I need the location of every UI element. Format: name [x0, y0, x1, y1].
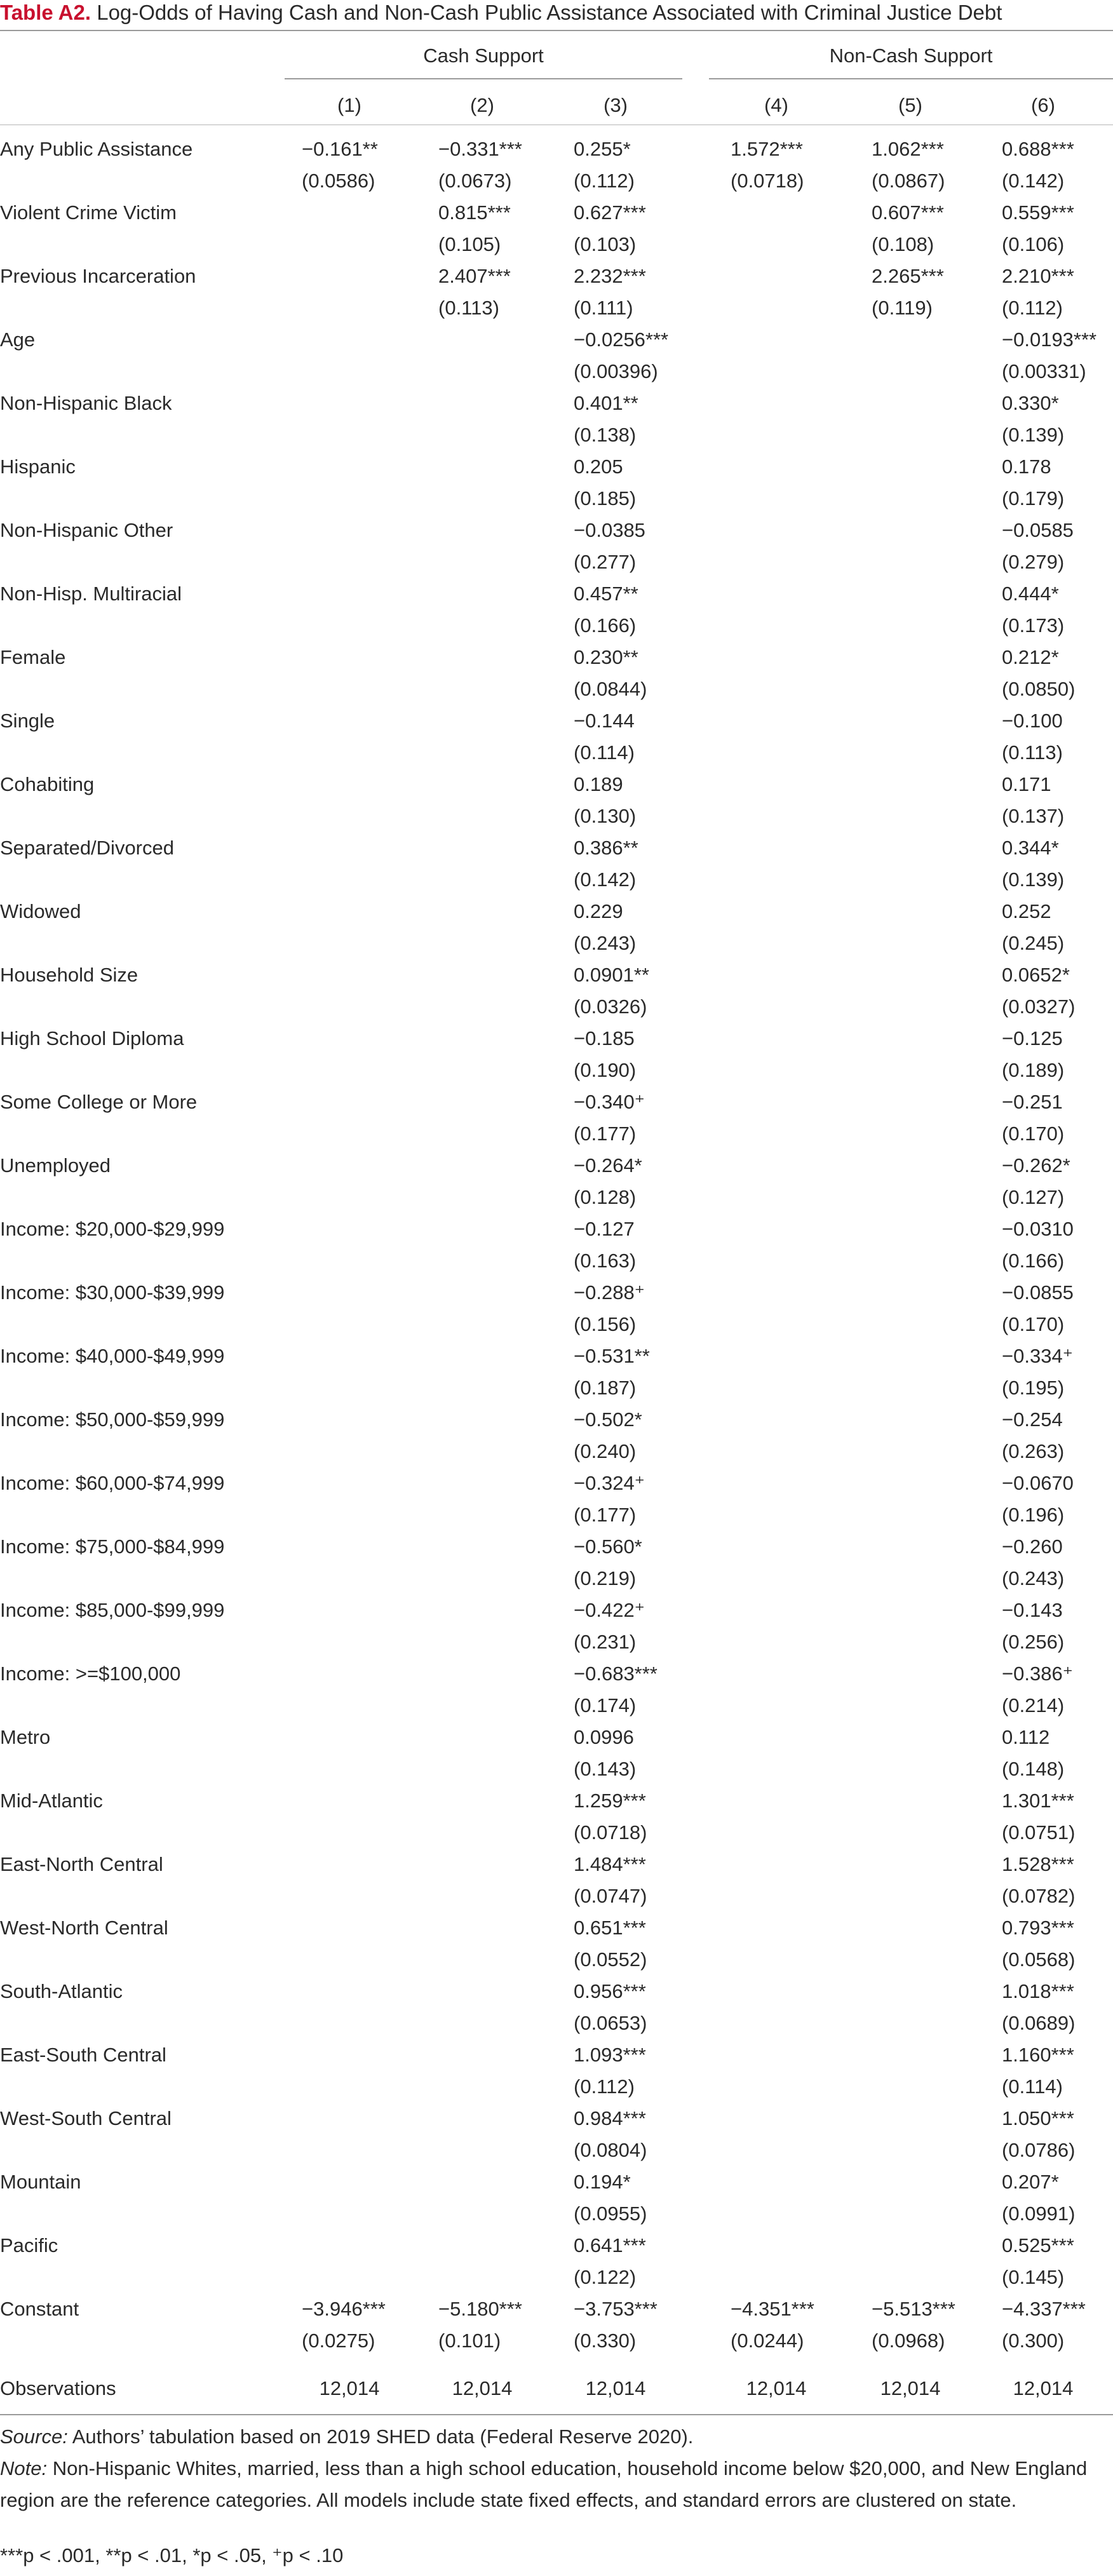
- column-header-6: (6): [1031, 94, 1055, 116]
- coefficient-value: −0.100: [1002, 710, 1063, 732]
- coefficient-value: 0.171: [1002, 773, 1051, 795]
- coefficient-value: 0.559***: [1002, 201, 1074, 224]
- standard-error-value: (0.143): [574, 1758, 637, 1780]
- coefficient-value: −0.161**: [302, 138, 378, 160]
- standard-error-value: (0.00331): [1002, 360, 1086, 382]
- bottom-rule: [0, 2414, 1113, 2415]
- note-text: Non-Hispanic Whites, married, less than a high school education, household income below $20,000, and New England region are the reference categories. All models include state fixed effects, and standard errors are clustered on state.: [0, 2457, 1088, 2511]
- row-label: West-South Central: [0, 2107, 172, 2129]
- row-label: Violent Crime Victim: [0, 201, 177, 224]
- standard-error-value: (0.127): [1002, 1186, 1065, 1208]
- standard-error-value: (0.111): [574, 297, 633, 319]
- standard-error-value: (0.0275): [302, 2330, 375, 2352]
- observations-value: 12,014: [746, 2377, 807, 2399]
- standard-error-value: (0.106): [1002, 233, 1065, 255]
- standard-error-value: (0.0552): [574, 1948, 647, 1971]
- coefficient-value: −0.502*: [574, 1408, 642, 1431]
- source-text: Authors’ tabulation based on 2019 SHED data (Federal Reserve 2020).: [67, 2425, 694, 2448]
- coefficient-value: −0.125: [1002, 1027, 1063, 1049]
- coefficient-value: −0.560*: [574, 1535, 642, 1558]
- table-row: [0, 197, 1113, 260]
- coefficient-value: 0.252: [1002, 900, 1051, 922]
- standard-error-value: (0.177): [574, 1123, 637, 1145]
- table-row: [0, 1467, 1113, 1531]
- table-row: [0, 642, 1113, 705]
- standard-error-value: (0.330): [574, 2330, 637, 2352]
- coefficient-value: 1.160***: [1002, 2044, 1074, 2066]
- coefficient-value: 0.956***: [574, 1980, 646, 2002]
- row-label: Single: [0, 710, 55, 732]
- coefficient-value: 0.688***: [1002, 138, 1074, 160]
- standard-error-value: (0.112): [574, 2075, 635, 2098]
- standard-error-value: (0.138): [574, 424, 637, 446]
- standard-error-value: (0.0751): [1002, 1821, 1076, 1844]
- source-label: Source:: [0, 2425, 68, 2448]
- row-label: Household Size: [0, 964, 138, 986]
- coefficient-value: −0.340⁺: [574, 1091, 645, 1113]
- coefficient-value: 0.641***: [574, 2234, 646, 2256]
- table-row: [0, 2166, 1113, 2230]
- coefficient-value: −0.260: [1002, 1535, 1063, 1558]
- row-label: Income: $40,000-$49,999: [0, 1345, 225, 1367]
- table-row: [0, 2230, 1113, 2293]
- coefficient-value: −4.337***: [1002, 2298, 1086, 2320]
- observations-value: 12,014: [452, 2377, 513, 2399]
- table-row: [0, 2039, 1113, 2103]
- table-row: [0, 1277, 1113, 1340]
- table-row: [0, 1722, 1113, 1785]
- standard-error-value: (0.122): [574, 2266, 637, 2288]
- standard-error-value: (0.190): [574, 1059, 637, 1081]
- standard-error-value: (0.174): [574, 1694, 637, 1716]
- row-label: Non-Hisp. Multiracial: [0, 583, 182, 605]
- standard-error-value: (0.179): [1002, 487, 1065, 509]
- row-label: Cohabiting: [0, 773, 95, 795]
- standard-error-value: (0.243): [574, 932, 637, 954]
- coefficient-value: 0.230**: [574, 646, 638, 668]
- table-row: [0, 451, 1113, 515]
- coefficient-value: 2.232***: [574, 265, 646, 287]
- column-header-4: (4): [764, 94, 788, 116]
- row-label: High School Diploma: [0, 1027, 184, 1049]
- standard-error-value: (0.142): [574, 868, 637, 891]
- coefficient-value: −0.0193***: [1002, 328, 1097, 351]
- row-label: Income: $60,000-$74,999: [0, 1472, 225, 1494]
- standard-error-value: (0.196): [1002, 1504, 1065, 1526]
- row-label: Income: >=$100,000: [0, 1662, 181, 1685]
- standard-error-value: (0.170): [1002, 1313, 1065, 1335]
- row-label: Constant: [0, 2298, 79, 2320]
- row-label: Income: $20,000-$29,999: [0, 1218, 225, 1240]
- coefficient-value: 0.207*: [1002, 2171, 1059, 2193]
- standard-error-value: (0.108): [872, 233, 934, 255]
- coefficient-value: −0.0855: [1002, 1281, 1074, 1304]
- coefficient-value: 0.189: [574, 773, 623, 795]
- standard-error-value: (0.139): [1002, 868, 1065, 891]
- standard-error-value: (0.0244): [731, 2330, 804, 2352]
- table-row: [0, 133, 1113, 197]
- standard-error-value: (0.112): [1002, 297, 1063, 319]
- table-row: [0, 832, 1113, 896]
- standard-error-value: (0.145): [1002, 2266, 1065, 2288]
- coefficient-value: 1.572***: [731, 138, 803, 160]
- column-header-3: (3): [604, 94, 628, 116]
- table-row: [0, 896, 1113, 959]
- standard-error-value: (0.148): [1002, 1758, 1065, 1780]
- row-label: Income: $50,000-$59,999: [0, 1408, 225, 1431]
- standard-error-value: (0.195): [1002, 1377, 1065, 1399]
- standard-error-value: (0.185): [574, 487, 637, 509]
- table-row: [0, 1404, 1113, 1467]
- table-caption: Log-Odds of Having Cash and Non-Cash Public Assistance Associated with Criminal Justice Debt: [91, 1, 1002, 24]
- coefficient-value: 1.259***: [574, 1790, 646, 1812]
- standard-error-value: (0.113): [1002, 741, 1063, 764]
- column-header-2: (2): [470, 94, 494, 116]
- row-label: Observations: [0, 2377, 116, 2399]
- coefficient-value: −0.0310: [1002, 1218, 1074, 1240]
- coefficient-value: 1.050***: [1002, 2107, 1074, 2129]
- standard-error-value: (0.0968): [872, 2330, 945, 2352]
- standard-error-value: (0.0782): [1002, 1885, 1076, 1907]
- coefficient-value: 0.330*: [1002, 392, 1059, 414]
- row-label: Pacific: [0, 2234, 58, 2256]
- coefficient-value: 2.210***: [1002, 265, 1074, 287]
- table-row: [0, 1849, 1113, 1912]
- standard-error-value: (0.0718): [731, 170, 804, 192]
- table-title: [0, 0, 1109, 28]
- coefficient-value: 0.793***: [1002, 1917, 1074, 1939]
- top-rule: [0, 30, 1113, 31]
- coefficient-value: −3.753***: [574, 2298, 658, 2320]
- standard-error-value: (0.0786): [1002, 2139, 1076, 2161]
- column-header-1: (1): [337, 94, 361, 116]
- coefficient-value: −0.251: [1002, 1091, 1063, 1113]
- standard-error-value: (0.0867): [872, 170, 945, 192]
- standard-error-value: (0.0326): [574, 995, 647, 1018]
- coefficient-value: −0.334⁺: [1002, 1345, 1074, 1367]
- group-underline-cash: [285, 78, 682, 79]
- observations-value: 12,014: [319, 2377, 380, 2399]
- coefficient-value: 1.484***: [574, 1853, 646, 1875]
- row-label: Non-Hispanic Other: [0, 519, 173, 541]
- standard-error-value: (0.0689): [1002, 2012, 1076, 2034]
- coefficient-value: 0.607***: [872, 201, 944, 224]
- coefficient-value: 1.093***: [574, 2044, 646, 2066]
- standard-error-value: (0.189): [1002, 1059, 1065, 1081]
- standard-error-value: (0.130): [574, 805, 637, 827]
- coefficient-value: 0.178: [1002, 455, 1051, 478]
- group-header-noncash: Non-Cash Support: [829, 44, 993, 67]
- observations-value: 12,014: [880, 2377, 941, 2399]
- standard-error-value: (0.219): [574, 1567, 637, 1589]
- standard-error-value: (0.177): [574, 1504, 637, 1526]
- row-label: South-Atlantic: [0, 1980, 123, 2002]
- standard-error-value: (0.114): [1002, 2075, 1063, 2098]
- table-row: [0, 1595, 1113, 1658]
- table-row: [0, 769, 1113, 832]
- row-label: Income: $75,000-$84,999: [0, 1535, 225, 1558]
- standard-error-value: (0.166): [574, 614, 637, 637]
- table-label: Table A2.: [0, 1, 91, 24]
- table-row: [0, 959, 1113, 1023]
- observations-row: [0, 2373, 1113, 2404]
- standard-error-value: (0.114): [574, 741, 635, 764]
- standard-error-value: (0.0804): [574, 2139, 647, 2161]
- standard-error-value: (0.277): [574, 551, 637, 573]
- row-label: Widowed: [0, 900, 81, 922]
- column-header-5: (5): [898, 94, 922, 116]
- coefficient-value: −0.143: [1002, 1599, 1063, 1621]
- coefficient-value: −3.946***: [302, 2298, 386, 2320]
- table-row: [0, 1340, 1113, 1404]
- standard-error-value: (0.0586): [302, 170, 375, 192]
- footnote-note: [0, 2453, 1113, 2516]
- table-row: [0, 2293, 1113, 2357]
- coefficient-value: −5.513***: [872, 2298, 955, 2320]
- coefficient-value: 0.0901**: [574, 964, 649, 986]
- group-header-cash: Cash Support: [423, 44, 544, 67]
- coefficient-value: 0.212*: [1002, 646, 1059, 668]
- standard-error-value: (0.214): [1002, 1694, 1065, 1716]
- standard-error-value: (0.240): [574, 1440, 637, 1462]
- standard-error-value: (0.166): [1002, 1250, 1065, 1272]
- standard-error-value: (0.0955): [574, 2202, 647, 2225]
- coefficient-value: 0.205: [574, 455, 623, 478]
- coefficient-value: −0.0256***: [574, 328, 669, 351]
- table-row: [0, 578, 1113, 642]
- row-label: Income: $30,000-$39,999: [0, 1281, 225, 1304]
- coefficient-value: 2.407***: [438, 265, 511, 287]
- table-row: [0, 1658, 1113, 1722]
- row-label: Mountain: [0, 2171, 81, 2193]
- standard-error-value: (0.101): [438, 2330, 501, 2352]
- coefficient-value: −0.0670: [1002, 1472, 1074, 1494]
- coefficient-value: 0.984***: [574, 2107, 646, 2129]
- row-label: Unemployed: [0, 1154, 111, 1177]
- coefficient-value: 1.301***: [1002, 1790, 1074, 1812]
- row-label: Hispanic: [0, 455, 76, 478]
- coefficient-value: −0.254: [1002, 1408, 1063, 1431]
- standard-error-value: (0.173): [1002, 614, 1065, 637]
- observations-value: 12,014: [1013, 2377, 1074, 2399]
- coefficient-value: 0.0652*: [1002, 964, 1070, 986]
- coefficient-value: 0.112: [1002, 1726, 1050, 1748]
- table-row: [0, 1531, 1113, 1595]
- coefficient-value: 0.457**: [574, 583, 638, 605]
- coefficient-value: −0.264*: [574, 1154, 642, 1177]
- coefficient-value: 1.528***: [1002, 1853, 1074, 1875]
- standard-error-value: (0.256): [1002, 1631, 1065, 1653]
- standard-error-value: (0.263): [1002, 1440, 1065, 1462]
- standard-error-value: (0.187): [574, 1377, 637, 1399]
- row-label: Metro: [0, 1726, 51, 1748]
- coefficient-value: 0.815***: [438, 201, 511, 224]
- coefficient-value: −0.0585: [1002, 519, 1074, 541]
- row-label: Mid-Atlantic: [0, 1790, 103, 1812]
- standard-error-value: (0.0673): [438, 170, 512, 192]
- row-label: Any Public Assistance: [0, 138, 193, 160]
- coefficient-value: 0.627***: [574, 201, 646, 224]
- standard-error-value: (0.279): [1002, 551, 1065, 573]
- note-label: Note:: [0, 2457, 48, 2479]
- standard-error-value: (0.0991): [1002, 2202, 1076, 2225]
- coefficient-value: −0.144: [574, 710, 635, 732]
- group-underline-noncash: [709, 78, 1113, 79]
- standard-error-value: (0.300): [1002, 2330, 1065, 2352]
- coefficient-value: −0.683***: [574, 1662, 658, 1685]
- table-row: [0, 1785, 1113, 1849]
- row-label: East-North Central: [0, 1853, 163, 1875]
- standard-error-value: (0.119): [872, 297, 933, 319]
- coefficient-value: 0.401**: [574, 392, 638, 414]
- standard-error-value: (0.113): [438, 297, 499, 319]
- table-row: [0, 1976, 1113, 2039]
- footnote-significance: ***p < .001, **p < .01, *p < .05, ⁺p < .10: [0, 2544, 344, 2566]
- coefficient-value: 0.0996: [574, 1726, 634, 1748]
- standard-error-value: (0.00396): [574, 360, 658, 382]
- coefficient-value: −0.0385: [574, 519, 645, 541]
- standard-error-value: (0.170): [1002, 1123, 1065, 1145]
- standard-error-value: (0.0850): [1002, 678, 1076, 700]
- coefficient-value: −4.351***: [731, 2298, 814, 2320]
- standard-error-value: (0.0568): [1002, 1948, 1076, 1971]
- standard-error-value: (0.139): [1002, 424, 1065, 446]
- coefficient-value: −0.262*: [1002, 1154, 1070, 1177]
- coefficient-value: −5.180***: [438, 2298, 522, 2320]
- coefficient-value: 0.344*: [1002, 837, 1059, 859]
- row-label: Income: $85,000-$99,999: [0, 1599, 225, 1621]
- row-label: Separated/Divorced: [0, 837, 174, 859]
- coefficient-value: 0.444*: [1002, 583, 1059, 605]
- standard-error-value: (0.105): [438, 233, 501, 255]
- table-row: [0, 2103, 1113, 2166]
- row-label: Some College or More: [0, 1091, 198, 1113]
- standard-error-value: (0.0718): [574, 1821, 647, 1844]
- table-row: [0, 1023, 1113, 1086]
- standard-error-value: (0.0844): [574, 678, 647, 700]
- coefficient-value: −0.386⁺: [1002, 1662, 1074, 1685]
- table-row: [0, 324, 1113, 388]
- coefficient-value: 0.386**: [574, 837, 638, 859]
- coefficient-value: 0.525***: [1002, 2234, 1074, 2256]
- standard-error-value: (0.0327): [1002, 995, 1076, 1018]
- standard-error-value: (0.128): [574, 1186, 637, 1208]
- table-row: [0, 388, 1113, 451]
- standard-error-value: (0.156): [574, 1313, 637, 1335]
- coefficient-value: 0.229: [574, 900, 623, 922]
- standard-error-value: (0.243): [1002, 1567, 1065, 1589]
- table-row: [0, 1213, 1113, 1277]
- standard-error-value: (0.137): [1002, 805, 1065, 827]
- row-label: Age: [0, 328, 36, 351]
- coefficient-value: −0.288⁺: [574, 1281, 645, 1304]
- standard-error-value: (0.0747): [574, 1885, 647, 1907]
- row-label: West-North Central: [0, 1917, 168, 1939]
- coefficient-value: −0.422⁺: [574, 1599, 645, 1621]
- standard-error-value: (0.112): [574, 170, 635, 192]
- coefficient-value: 1.062***: [872, 138, 944, 160]
- coefficient-value: −0.185: [574, 1027, 635, 1049]
- coefficient-value: 1.018***: [1002, 1980, 1074, 2002]
- row-label: East-South Central: [0, 2044, 166, 2066]
- coefficient-value: −0.531**: [574, 1345, 650, 1367]
- standard-error-value: (0.163): [574, 1250, 637, 1272]
- footnote-source: [0, 2421, 1113, 2453]
- table-row: [0, 1150, 1113, 1213]
- row-label: Female: [0, 646, 66, 668]
- table-row: [0, 705, 1113, 769]
- coefficient-value: −0.324⁺: [574, 1472, 645, 1494]
- standard-error-value: (0.231): [574, 1631, 637, 1653]
- table-row: [0, 1912, 1113, 1976]
- row-label: Previous Incarceration: [0, 265, 196, 287]
- standard-error-value: (0.0653): [574, 2012, 647, 2034]
- standard-error-value: (0.142): [1002, 170, 1065, 192]
- row-label: Non-Hispanic Black: [0, 392, 172, 414]
- coefficient-value: −0.127: [574, 1218, 635, 1240]
- coefficient-value: 0.255*: [574, 138, 631, 160]
- standard-error-value: (0.245): [1002, 932, 1065, 954]
- table-row: [0, 515, 1113, 578]
- observations-value: 12,014: [585, 2377, 646, 2399]
- standard-error-value: (0.103): [574, 233, 637, 255]
- table-row: [0, 1086, 1113, 1150]
- coefficient-value: 2.265***: [872, 265, 944, 287]
- coefficient-value: 0.651***: [574, 1917, 646, 1939]
- coefficient-value: 0.194*: [574, 2171, 631, 2193]
- coefficient-value: −0.331***: [438, 138, 522, 160]
- table-row: [0, 260, 1113, 324]
